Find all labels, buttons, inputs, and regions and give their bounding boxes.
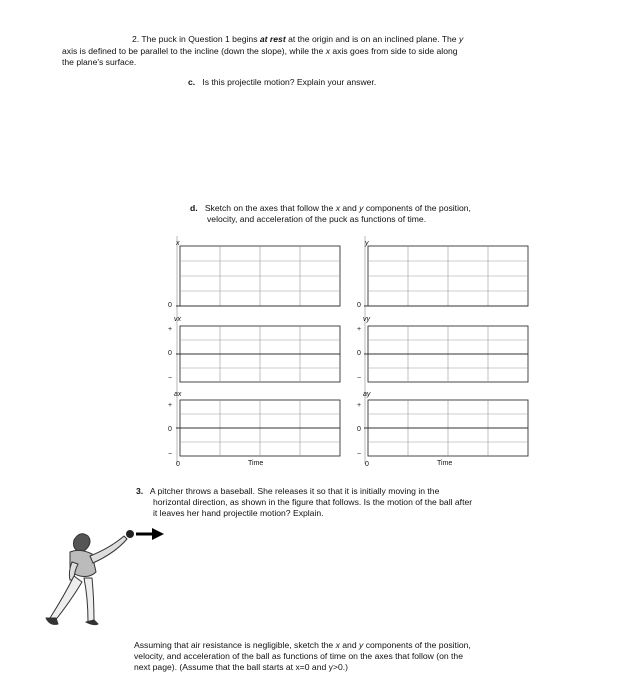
q3-line2: horizontal direction, as shown in the figure that follows. Is the motion of the ball after xyxy=(153,497,473,507)
pitcher-illustration xyxy=(40,522,170,637)
left-vel-plus: + xyxy=(168,326,173,333)
q3-para-line3: next page). (Assume that the ball starts at x=0 and y>0.) xyxy=(134,662,349,672)
right-acc-zero: 0 xyxy=(357,426,361,433)
left-acc-minus: − xyxy=(168,451,173,458)
right-vel-zero: 0 xyxy=(357,350,361,357)
q2d-line2: velocity, and acceleration of the puck as functions of time. xyxy=(207,214,427,224)
q2-line3: the plane's surface. xyxy=(62,57,137,67)
vx-axis-label: vx xyxy=(174,316,181,323)
q2c: c. Is this projectile motion? Explain your answer. xyxy=(188,77,377,87)
q3-line3: it leaves her hand projectile motion? Explain. xyxy=(153,508,324,518)
q2-line2: axis is defined to be parallel to the incline (down the slope), while the x axis goes from side to side along xyxy=(62,46,458,56)
q2d-line1: d. Sketch on the axes that follow the x and y components of the position, xyxy=(190,203,471,213)
left-vel-zero: 0 xyxy=(168,350,172,357)
left-acc-zero: 0 xyxy=(168,426,172,433)
right-acc-plus: + xyxy=(357,402,362,409)
right-vel-plus: + xyxy=(357,326,362,333)
baseball-icon xyxy=(126,530,134,538)
x-position-axis-label: x xyxy=(176,240,180,247)
right-time-label: Time xyxy=(437,460,453,467)
arrow-right-icon xyxy=(152,528,164,540)
right-time-zero: 0 xyxy=(365,461,369,468)
graph-panel xyxy=(0,236,621,496)
left-acc-plus: + xyxy=(168,402,173,409)
q3-para-line2: velocity, and acceleration of the ball as functions of time on the axes that follow (on the xyxy=(134,651,463,661)
q2-line1: 2. The puck in Question 1 begins at rest at the origin and is on an inclined plane. The y xyxy=(132,34,464,44)
graph-grids xyxy=(176,236,528,464)
ax-axis-label: ax xyxy=(174,391,182,398)
right-pos-zero: 0 xyxy=(357,302,361,309)
q3-para-line1: Assuming that air resistance is negligible, sketch the x and y components of the position, xyxy=(134,640,471,650)
left-vel-minus: − xyxy=(168,375,173,382)
vy-axis-label: vy xyxy=(363,316,370,323)
left-time-zero: 0 xyxy=(176,461,180,468)
ay-axis-label: ay xyxy=(363,391,371,398)
right-acc-minus: − xyxy=(357,451,362,458)
q3-line1: 3. A pitcher throws a baseball. She releases it so that it is initially moving in the xyxy=(136,486,440,496)
left-time-label: Time xyxy=(248,460,264,467)
right-vel-minus: − xyxy=(357,375,362,382)
y-position-axis-label: y xyxy=(365,240,369,247)
left-pos-zero: 0 xyxy=(168,302,172,309)
